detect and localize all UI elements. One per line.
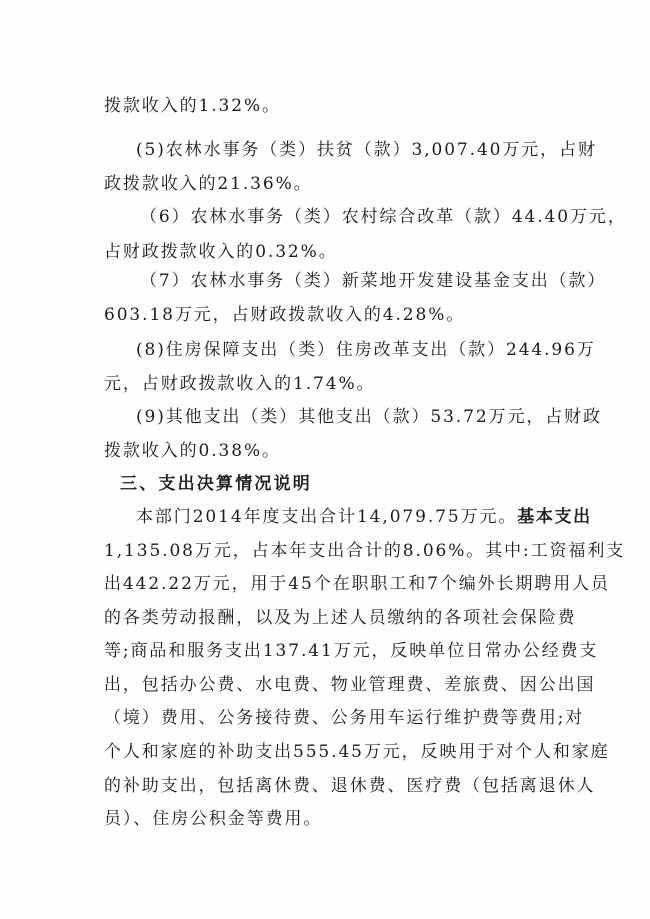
paragraph-line-7: （境）费用、公务接待费、公务用车运行维护费等费用;对 bbox=[104, 708, 585, 728]
emphasis-text: 基本支出 bbox=[517, 507, 592, 527]
paragraph-line-10: 员）、住房公积金等费用。 bbox=[104, 809, 323, 829]
item-7-line-2: 603.18万元，占财政拨款收入的4.28%。 bbox=[104, 305, 466, 325]
paragraph-line-6: 出，包括办公费、水电费、物业管理费、差旅费、因公出国 bbox=[104, 675, 596, 695]
paragraph-line-9: 的补助支出，包括离休费、退休费、医疗费（包括离退休人 bbox=[104, 776, 596, 796]
item-9-line-2: 拨款收入的0.38%。 bbox=[104, 441, 281, 461]
item-5-line-2: 政拨款收入的21.36%。 bbox=[104, 174, 313, 194]
item-6-line-1: （6）农林水事务（类）农村综合改革（款）44.40万元， bbox=[140, 207, 627, 227]
paragraph-line-5: 等;商品和服务支出137.41万元，反映单位日常办公经费支 bbox=[104, 641, 599, 661]
paragraph-line-2: 1,135.08万元，占本年支出合计的8.06%。其中:工资福利支 bbox=[104, 541, 626, 561]
paragraph-line-8: 个人和家庭的补助支出555.45万元，反映用于对个人和家庭 bbox=[104, 742, 610, 762]
item-5-line-1: (5)农林水事务（类）扶贫（款）3,007.40万元，占财 bbox=[136, 140, 597, 160]
paragraph-text: 本部门2014年度支出合计14,079.75万元。 bbox=[136, 507, 518, 527]
paragraph-line-1 bbox=[136, 505, 592, 529]
item-6-line-2: 占财政拨款收入的0.32%。 bbox=[104, 242, 338, 262]
paragraph-line-4: 的各类劳动报酬，以及为上述人员缴纳的各项社会保险费 bbox=[104, 608, 577, 628]
section-heading: 三、支出决算情况说明 bbox=[120, 474, 312, 494]
item-9-line-1: (9)其他支出（类）其他支出（款）53.72万元，占财政 bbox=[136, 407, 602, 427]
item-7-line-1: （7）农林水事务（类）新菜地开发建设基金支出（款） bbox=[140, 271, 607, 291]
item-8-line-1: (8)住房保障支出（类）住房改革支出（款）244.96万 bbox=[136, 340, 596, 360]
paragraph-line: 拨款收入的1.32%。 bbox=[104, 96, 281, 116]
item-8-line-2: 元，占财政拨款收入的1.74%。 bbox=[104, 374, 376, 394]
paragraph-line-3: 出442.22万元，用于45个在职职工和7个编外长期聘用人员 bbox=[104, 574, 610, 594]
